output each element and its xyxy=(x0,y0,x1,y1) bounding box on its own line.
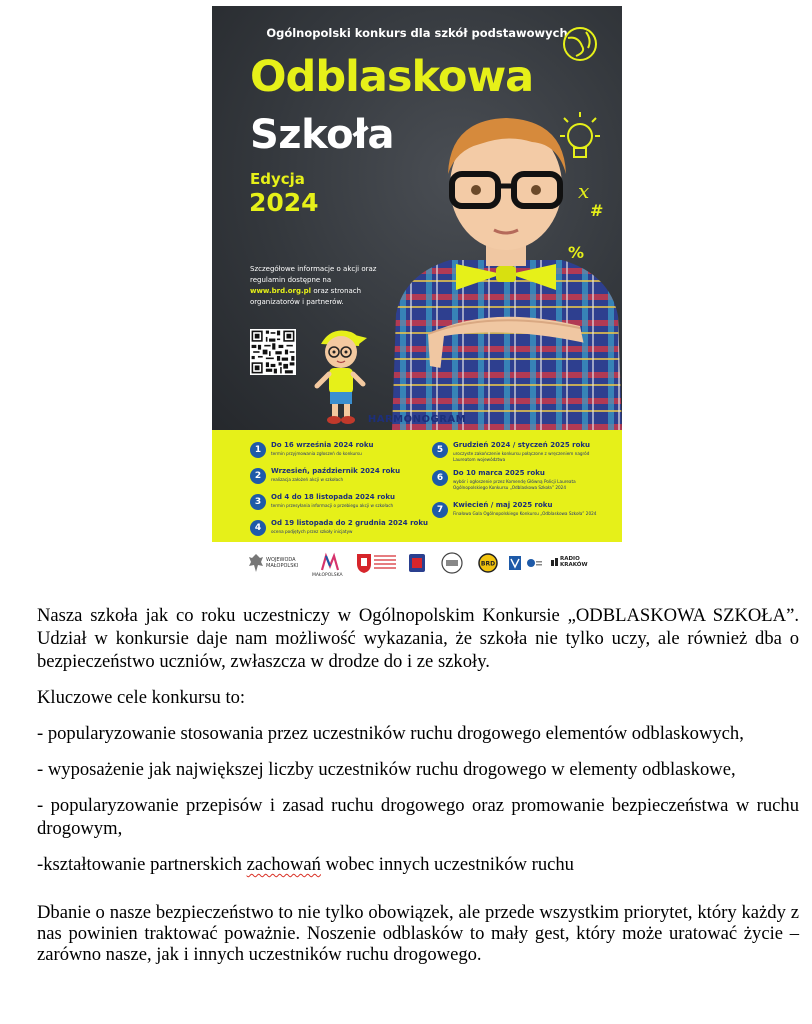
logo-malopolska-label: MAŁOPOLSKA xyxy=(312,573,343,578)
schedule-step-6 xyxy=(432,468,612,496)
info-text-part1: Szczegółowe informacje o akcji oraz regulamin dostępne na xyxy=(250,265,377,284)
svg-text:x: x xyxy=(578,179,590,203)
article-intro-paragraph: Nasza szkoła jak co roku uczestniczy w Ogólnopolskim Konkursie „ODBLASKOWA SZKOŁA”. Udział w konkursie daje nam możliwość wykazania, że szkoła nie tylko uczy, ale również dba o bezpieczeństwo uczniów, zwłaszcza w drodze do i ze szkoły. xyxy=(37,605,799,672)
logo-wojewoda: WOJEWODA MAŁOPOLSKI xyxy=(266,557,299,569)
brd-logo-icon xyxy=(478,552,498,574)
step-date: Do 16 września 2024 roku xyxy=(271,441,374,449)
poster-title-line1: Odblaskowa xyxy=(250,52,534,102)
schedule-step-1 xyxy=(250,440,430,468)
agency-logo-icon xyxy=(525,552,543,574)
step-description: realizacja założeń akcji w szkołach xyxy=(271,477,344,482)
info-url: www.brd.org.pl xyxy=(250,287,312,295)
round-badge-icon xyxy=(438,552,466,574)
goals-heading: Kluczowe cele konkursu to: xyxy=(37,687,246,708)
goal-item-2: - wyposażenie jak największej liczby uczestników ruchu drogowego w elementy odblaskowe, xyxy=(37,759,736,780)
spellcheck-marked-word: zachowań xyxy=(246,854,321,875)
step-date: Od 4 do 18 listopada 2024 roku xyxy=(271,493,395,501)
step-number: 6 xyxy=(432,470,448,486)
step-number: 5 xyxy=(432,442,448,458)
article-closing-paragraph: Dbanie o nasze bezpieczeństwo to nie tylko obowiązek, ale przede wszystkim priorytet, który każdy z nas powinien traktować poważnie. Noszenie odblasków to mały gest, który może uratować życie – zarówno nasze, jak i innych uczestników ruchu drogowego. xyxy=(37,902,799,965)
step-number: 4 xyxy=(250,520,266,536)
step-description: termin przyjmowania zgłoszeń do konkursu xyxy=(271,451,362,456)
schedule-step-7 xyxy=(432,500,612,528)
step-number: 3 xyxy=(250,494,266,510)
qr-code-icon xyxy=(250,329,296,375)
eagle-emblem-icon xyxy=(248,552,264,574)
schedule-title: HARMONOGRAM xyxy=(367,414,467,425)
step-description: wybór i ogłoszenie przez Komendę Główną Policji Laureata Ogólnopolskiego Konkursu „Odblaskowa Szkoła” 2024 xyxy=(453,479,576,490)
cartoon-mascot-icon xyxy=(307,322,377,426)
step-number: 2 xyxy=(250,468,266,484)
schedule-steps xyxy=(212,430,622,542)
schedule-step-2 xyxy=(250,466,430,494)
goal-item-3: - popularyzowanie przepisów i zasad ruchu drogowego oraz promowanie bezpieczeństwa w ruchu drogowym, xyxy=(37,795,799,839)
schedule-step-3 xyxy=(250,492,430,520)
step-date: Grudzień 2024 / styczeń 2025 roku xyxy=(453,441,591,449)
step-description: uroczyste zakończenie konkursu połączone z wręczeniem nagród Laureatom województwa xyxy=(453,451,590,462)
info-text-part2: oraz stronach organizatorów i partnerów. xyxy=(250,287,362,306)
partner-logos xyxy=(212,542,622,584)
goal-item-4 xyxy=(37,853,799,876)
poster-subtitle: Ogólnopolski konkurs dla szkół podstawowych xyxy=(266,26,568,40)
article-body xyxy=(37,604,799,965)
schedule-step-5 xyxy=(432,440,612,468)
step-number: 7 xyxy=(432,502,448,518)
step-description: ocena podjętych przez szkoły inicjatyw xyxy=(271,529,353,534)
malopolska-logo-icon xyxy=(320,552,340,574)
poster-edition-label: Edycja xyxy=(250,170,305,188)
step-date: Od 19 listopada do 2 grudnia 2024 roku xyxy=(271,519,428,527)
step-number: 1 xyxy=(250,442,266,458)
logo-institution-text xyxy=(374,555,396,569)
boy-with-glasses-illustration xyxy=(390,104,622,430)
poster-title-line2: Szkoła xyxy=(250,112,394,158)
ministry-logo-icon xyxy=(508,552,522,574)
poster-info-text xyxy=(250,264,385,308)
goal-4-text-end: wobec innych uczestników ruchu xyxy=(320,854,574,875)
step-date: Kwiecień / maj 2025 roku xyxy=(453,501,553,509)
krakow-coat-of-arms-icon xyxy=(356,552,372,574)
contest-poster xyxy=(212,6,622,584)
svg-text:#: # xyxy=(590,201,604,220)
step-date: Do 10 marca 2025 roku xyxy=(453,469,545,477)
radio-krakow-mark-icon xyxy=(550,552,560,574)
logo-radio-krakow: RADIO KRAKÓW xyxy=(560,556,588,568)
poster-year: 2024 xyxy=(249,188,319,217)
step-description: Finałowa Gala Ogólnopolskiego Konkursu „Odblaskowa Szkoła” 2024 xyxy=(453,511,597,516)
goal-4-text-start: -kształtowanie partnerskich xyxy=(37,854,247,875)
logo-brd-text: BRD xyxy=(480,560,496,568)
step-description: termin przesyłania informacji o przebiegu akcji w szkołach xyxy=(271,503,394,508)
step-date: Wrzesień, październik 2024 roku xyxy=(271,467,401,475)
svg-text:%: % xyxy=(568,243,585,260)
goal-item-1: - popularyzowanie stosowania przez uczestników ruchu drogowego elementów odblaskowych, xyxy=(37,723,744,744)
police-crest-icon xyxy=(408,552,426,574)
